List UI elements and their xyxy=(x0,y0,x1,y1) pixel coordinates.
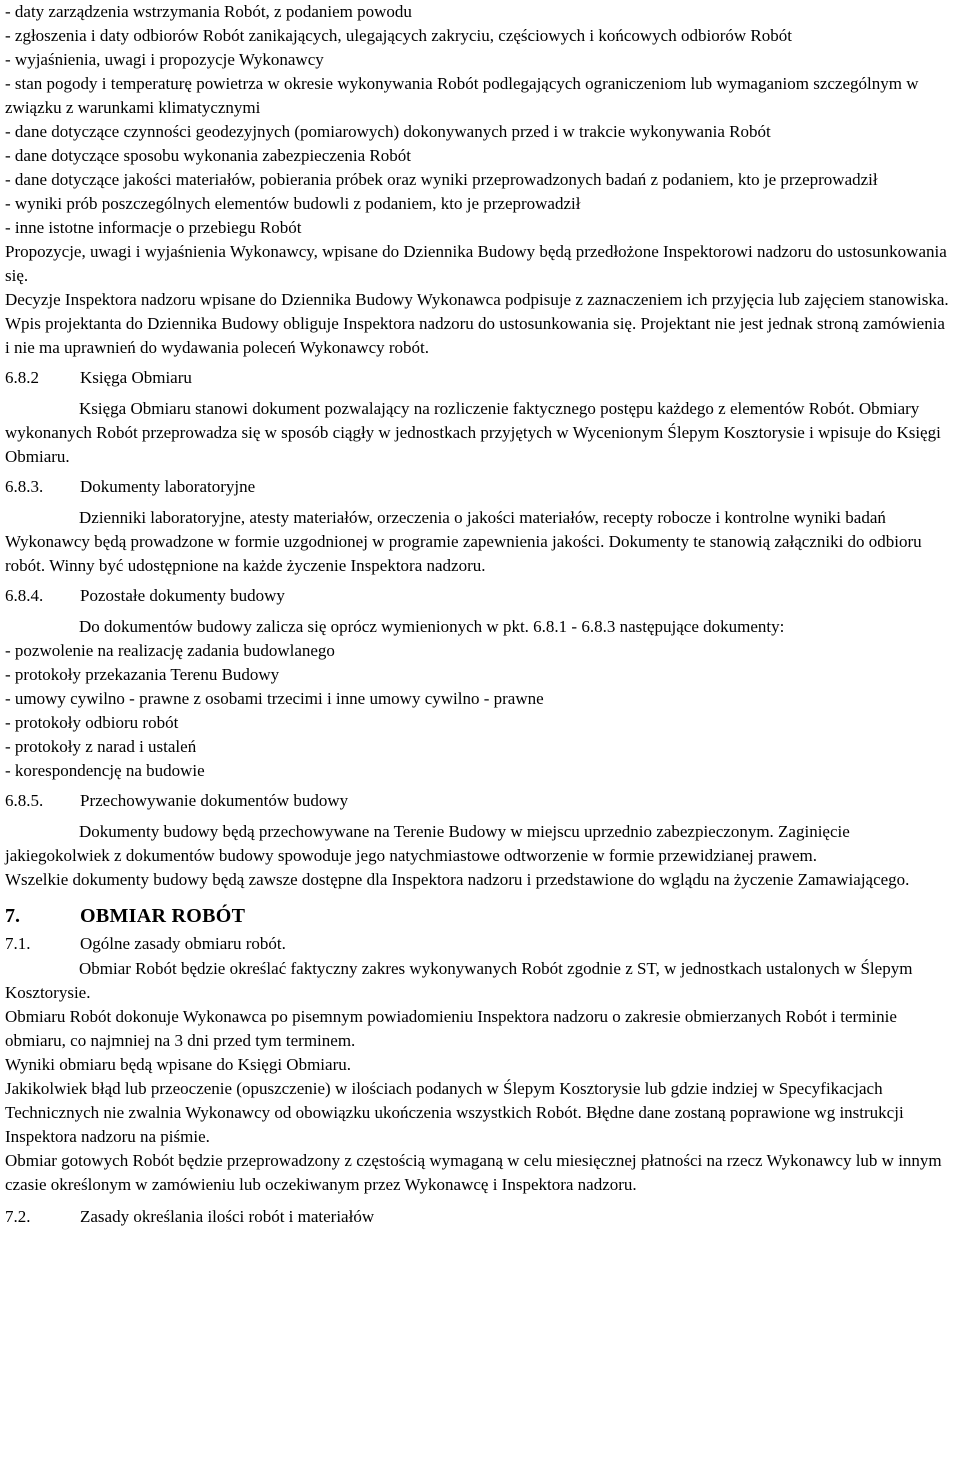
list-item: - umowy cywilno - prawne z osobami trzecimi i inne umowy cywilno - prawne xyxy=(5,689,544,708)
list-item: - inne istotne informacje o przebiegu Robót xyxy=(5,218,302,237)
list-item: - zgłoszenia i daty odbiorów Robót zanikających, ulegających zakryciu, częściowych i końcowych odbiorów Robót xyxy=(5,26,792,45)
paragraph: Dokumenty budowy będą przechowywane na Terenie Budowy w miejscu uprzednio zabezpieczonym. Zaginięcie jakiegokolwiek z dokumentów budowy spowoduje jego natychmiastowe odtworzenie w formie przewidzianej prawem. xyxy=(5,822,850,865)
paragraph: Wpis projektanta do Dziennika Budowy obliguje Inspektora nadzoru do ustosunkowania się. Projektant nie jest jednak stroną zamówienia i nie ma uprawnień do wydawania poleceń Wykonawcy robót. xyxy=(5,314,945,357)
section-title: Przechowywanie dokumentów budowy xyxy=(80,791,349,810)
bullet-list-documents xyxy=(5,639,952,783)
paragraph: Do dokumentów budowy zalicza się oprócz wymienionych w pkt. 6.8.1 - 6.8.3 następujące dokumenty: xyxy=(79,617,785,636)
section-number: 6.8.4. xyxy=(5,586,44,605)
paragraph: Obmiar gotowych Robót będzie przeprowadzony z częstością wymaganą w celu miesięcznej płatności na rzecz Wykonawcy lub w innym czasie określonym w zamówieniu lub oczekiwanym przez Wykonawcę i Inspektora nadzoru. xyxy=(5,1151,942,1194)
paragraph: Księga Obmiaru stanowi dokument pozwalający na rozliczenie faktycznego postępu każdego z elementów Robót. Obmiary wykonanych Robót przeprowadza się w sposób ciągły w jednostkach przyjętych w Wycenionym Ślepym Kosztorysie i wpisuje do Księgi Obmiaru. xyxy=(5,399,941,466)
list-item: - wyniki prób poszczególnych elementów budowli z podaniem, kto je przeprowadził xyxy=(5,194,581,213)
chapter-heading-7 xyxy=(5,904,952,928)
paragraph: Obmiaru Robót dokonuje Wykonawca po pisemnym powiadomieniu Inspektora nadzoru o zakresie obmierzanych Robót i terminie obmiaru, co najmniej na 3 dni przed tym terminem. xyxy=(5,1007,897,1050)
paragraph: Jakikolwiek błąd lub przeoczenie (opuszczenie) w ilościach podanych w Ślepym Kosztorysie lub gdzie indziej w Specyfikacjach Technicznych nie zwalnia Wykonawcy od obowiązku ukończenia wszystkich Robót. Błędne dane zostaną poprawione wg instrukcji Inspektora nadzoru na piśmie. xyxy=(5,1079,904,1146)
list-item: - dane dotyczące czynności geodezyjnych (pomiarowych) dokonywanych przed i w trakcie wykonywania Robót xyxy=(5,122,771,141)
paragraph: Dzienniki laboratoryjne, atesty materiałów, orzeczenia o jakości materiałów, recepty robocze i kontrolne wyniki badań Wykonawcy będą prowadzone w formie uzgodnionej w programie zapewnienia jakości. Dokumenty te stanowią załączniki do odbioru robót. Winny być udostępnione na każde życzenie Inspektora nadzoru. xyxy=(5,508,922,575)
section-title: Ogólne zasady obmiaru robót. xyxy=(80,934,286,953)
list-item: - dane dotyczące jakości materiałów, pobierania próbek oraz wyniki przeprowadzonych badań z podaniem, kto je przeprowadził xyxy=(5,170,878,189)
section-title: Dokumenty laboratoryjne xyxy=(80,477,256,496)
section-title: Zasady określania ilości robót i materiałów xyxy=(80,1207,375,1226)
list-item: - korespondencję na budowie xyxy=(5,761,205,780)
paragraph: Wyniki obmiaru będą wpisane do Księgi Obmiaru. xyxy=(5,1055,351,1074)
section-number: 6.8.2 xyxy=(5,368,39,387)
section-heading-7-2 xyxy=(5,1205,952,1229)
section-heading-6-8-3 xyxy=(5,475,952,499)
chapter-title: OBMIAR ROBÓT xyxy=(80,905,246,927)
list-item: - daty zarządzenia wstrzymania Robót, z podaniem powodu xyxy=(5,2,412,21)
list-item: - stan pogody i temperaturę powietrza w okresie wykonywania Robót podlegających ograniczeniom lub wymaganiom szczególnym w związku z warunkami klimatycznymi xyxy=(5,74,919,117)
list-item: - dane dotyczące sposobu wykonania zabezpieczenia Robót xyxy=(5,146,411,165)
paragraph: Propozycje, uwagi i wyjaśnienia Wykonawcy, wpisane do Dziennika Budowy będą przedłożone Inspektorowi nadzoru do ustosunkowania się. xyxy=(5,242,947,285)
list-item: - wyjaśnienia, uwagi i propozycje Wykonawcy xyxy=(5,50,324,69)
list-item: - pozwolenie na realizację zadania budowlanego xyxy=(5,641,335,660)
section-heading-7-1 xyxy=(5,932,952,956)
section-heading-6-8-5 xyxy=(5,789,952,813)
section-title: Pozostałe dokumenty budowy xyxy=(80,586,285,605)
section-number: 7.2. xyxy=(5,1207,31,1226)
list-item: - protokoły odbioru robót xyxy=(5,713,179,732)
section-number: 6.8.5. xyxy=(5,791,44,810)
paragraph: Decyzje Inspektora nadzoru wpisane do Dziennika Budowy Wykonawca podpisuje z zaznaczeniem ich przyjęcia lub zajęciem stanowiska. xyxy=(5,290,949,309)
section-heading-6-8-4 xyxy=(5,584,952,608)
paragraph: Wszelkie dokumenty budowy będą zawsze dostępne dla Inspektora nadzoru i przedstawione do wglądu na życzenie Zamawiającego. xyxy=(5,870,910,889)
list-item: - protokoły przekazania Terenu Budowy xyxy=(5,665,280,684)
section-heading-6-8-2 xyxy=(5,366,952,390)
section-number: 7.1. xyxy=(5,934,31,953)
section-number: 6.8.3. xyxy=(5,477,44,496)
section-title: Księga Obmiaru xyxy=(80,368,192,387)
bullet-list-a xyxy=(5,0,952,240)
chapter-number: 7. xyxy=(5,905,20,927)
list-item: - protokoły z narad i ustaleń xyxy=(5,737,197,756)
paragraph: Obmiar Robót będzie określać faktyczny zakres wykonywanych Robót zgodnie z ST, w jednostkach ustalonych w Ślepym Kosztorysie. xyxy=(5,959,913,1002)
